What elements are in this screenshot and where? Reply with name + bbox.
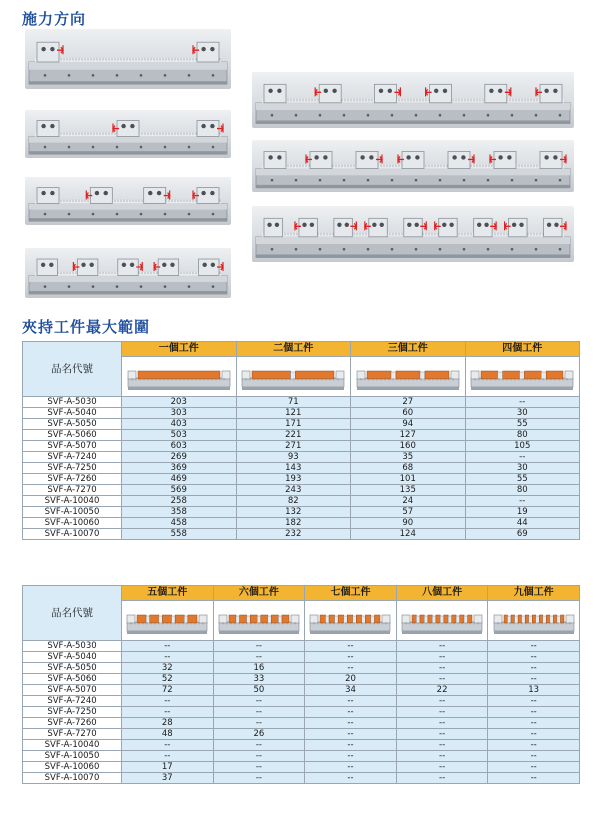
force-direction-heading: 施力方向: [22, 10, 87, 28]
model-cell: SVF-A-7270: [23, 729, 122, 740]
value-cell: 243: [236, 485, 351, 496]
value-cell: --: [396, 729, 488, 740]
value-cell: --: [213, 696, 305, 707]
value-cell: --: [213, 740, 305, 751]
model-cell: SVF-A-10070: [23, 529, 122, 540]
value-cell: --: [396, 718, 488, 729]
value-cell: 55: [465, 419, 580, 430]
value-cell: 93: [236, 452, 351, 463]
value-cell: 303: [122, 408, 237, 419]
model-cell: SVF-A-5070: [23, 441, 122, 452]
value-cell: --: [488, 718, 580, 729]
value-cell: 34: [305, 685, 397, 696]
workpiece-diagram: [213, 601, 305, 641]
value-cell: 30: [465, 408, 580, 419]
value-cell: 80: [465, 485, 580, 496]
value-cell: --: [488, 751, 580, 762]
model-cell: SVF-A-7260: [23, 718, 122, 729]
value-cell: 603: [122, 441, 237, 452]
model-cell: SVF-A-5060: [23, 430, 122, 441]
value-cell: --: [488, 740, 580, 751]
table-row: [23, 652, 580, 663]
table-row: [23, 463, 580, 474]
model-cell: SVF-A-5030: [23, 641, 122, 652]
code-header: 品名代號: [23, 342, 122, 397]
vise-rail-photo-1: [25, 29, 231, 89]
value-cell: --: [396, 751, 488, 762]
model-cell: SVF-A-7270: [23, 485, 122, 496]
vise-rail-photo-3: [25, 177, 231, 225]
value-cell: --: [465, 397, 580, 408]
value-cell: 135: [351, 485, 466, 496]
value-cell: 20: [305, 674, 397, 685]
value-cell: --: [122, 641, 214, 652]
value-cell: --: [122, 696, 214, 707]
value-cell: --: [213, 751, 305, 762]
value-cell: 82: [236, 496, 351, 507]
column-header: 一個工件: [122, 342, 237, 357]
value-cell: 32: [122, 663, 214, 674]
value-cell: 203: [122, 397, 237, 408]
value-cell: 127: [351, 430, 466, 441]
value-cell: 16: [213, 663, 305, 674]
value-cell: --: [396, 707, 488, 718]
value-cell: 143: [236, 463, 351, 474]
table-row: [23, 773, 580, 784]
model-cell: SVF-A-10060: [23, 762, 122, 773]
value-cell: --: [488, 641, 580, 652]
workpiece-diagram: [122, 601, 214, 641]
clamp-range-heading: 夾持工件最大範圍: [22, 318, 151, 336]
value-cell: --: [213, 641, 305, 652]
model-cell: SVF-A-5050: [23, 419, 122, 430]
column-header: 八個工件: [396, 586, 488, 601]
value-cell: --: [122, 652, 214, 663]
value-cell: 60: [351, 408, 466, 419]
value-cell: 121: [236, 408, 351, 419]
table-row: [23, 751, 580, 762]
value-cell: --: [488, 663, 580, 674]
value-cell: --: [213, 773, 305, 784]
value-cell: 57: [351, 507, 466, 518]
table-row: [23, 729, 580, 740]
value-cell: 358: [122, 507, 237, 518]
column-header: 二個工件: [236, 342, 351, 357]
value-cell: --: [396, 674, 488, 685]
value-cell: 17: [122, 762, 214, 773]
workpiece-diagram: [465, 357, 580, 397]
model-cell: SVF-A-10050: [23, 507, 122, 518]
vise-rail-photo-2: [25, 110, 231, 158]
model-cell: SVF-A-7240: [23, 452, 122, 463]
model-cell: SVF-A-7250: [23, 463, 122, 474]
vise-rail-photo-6: [252, 140, 574, 192]
value-cell: --: [122, 740, 214, 751]
column-header: 五個工件: [122, 586, 214, 601]
workpiece-diagram: [236, 357, 351, 397]
table-row: [23, 529, 580, 540]
value-cell: 193: [236, 474, 351, 485]
value-cell: 13: [488, 685, 580, 696]
table-row: [23, 441, 580, 452]
table-row: [23, 452, 580, 463]
value-cell: 124: [351, 529, 466, 540]
column-header: 四個工件: [465, 342, 580, 357]
value-cell: 160: [351, 441, 466, 452]
value-cell: 469: [122, 474, 237, 485]
value-cell: 44: [465, 518, 580, 529]
value-cell: 132: [236, 507, 351, 518]
model-cell: SVF-A-10070: [23, 773, 122, 784]
model-cell: SVF-A-10060: [23, 518, 122, 529]
value-cell: --: [305, 696, 397, 707]
value-cell: 52: [122, 674, 214, 685]
table-row: [23, 685, 580, 696]
value-cell: 503: [122, 430, 237, 441]
value-cell: --: [305, 707, 397, 718]
value-cell: 569: [122, 485, 237, 496]
value-cell: --: [122, 751, 214, 762]
table-row: [23, 707, 580, 718]
vise-rail-photo-7: [252, 206, 574, 262]
workpiece-diagram: [351, 357, 466, 397]
value-cell: --: [305, 718, 397, 729]
table-row: [23, 518, 580, 529]
column-header: 九個工件: [488, 586, 580, 601]
table-row: [23, 496, 580, 507]
value-cell: --: [305, 740, 397, 751]
value-cell: --: [488, 652, 580, 663]
table-row: [23, 641, 580, 652]
model-cell: SVF-A-10040: [23, 496, 122, 507]
value-cell: --: [488, 707, 580, 718]
value-cell: --: [465, 496, 580, 507]
value-cell: --: [305, 729, 397, 740]
value-cell: --: [305, 762, 397, 773]
value-cell: 71: [236, 397, 351, 408]
column-header: 六個工件: [213, 586, 305, 601]
table-row: [23, 674, 580, 685]
value-cell: 558: [122, 529, 237, 540]
model-cell: SVF-A-7260: [23, 474, 122, 485]
value-cell: 105: [465, 441, 580, 452]
value-cell: --: [396, 663, 488, 674]
table-row: [23, 507, 580, 518]
vise-rail-photo-4: [25, 248, 231, 298]
value-cell: --: [305, 652, 397, 663]
value-cell: --: [465, 452, 580, 463]
table-row: [23, 663, 580, 674]
value-cell: --: [396, 652, 488, 663]
value-cell: --: [305, 751, 397, 762]
value-cell: --: [396, 696, 488, 707]
value-cell: --: [488, 762, 580, 773]
table-row: [23, 419, 580, 430]
value-cell: 182: [236, 518, 351, 529]
value-cell: 30: [465, 463, 580, 474]
workpiece-diagram: [305, 601, 397, 641]
model-cell: SVF-A-5040: [23, 652, 122, 663]
value-cell: 90: [351, 518, 466, 529]
table-row: [23, 740, 580, 751]
value-cell: 28: [122, 718, 214, 729]
model-cell: SVF-A-5060: [23, 674, 122, 685]
value-cell: --: [488, 696, 580, 707]
value-cell: 48: [122, 729, 214, 740]
model-cell: SVF-A-5040: [23, 408, 122, 419]
value-cell: 37: [122, 773, 214, 784]
value-cell: 35: [351, 452, 466, 463]
value-cell: --: [122, 707, 214, 718]
table-row: [23, 430, 580, 441]
code-header: 品名代號: [23, 586, 122, 641]
value-cell: 369: [122, 463, 237, 474]
value-cell: --: [488, 729, 580, 740]
model-cell: SVF-A-10040: [23, 740, 122, 751]
workpiece-diagram: [488, 601, 580, 641]
value-cell: 94: [351, 419, 466, 430]
value-cell: 171: [236, 419, 351, 430]
table-row: [23, 408, 580, 419]
value-cell: 19: [465, 507, 580, 518]
value-cell: 69: [465, 529, 580, 540]
value-cell: --: [488, 773, 580, 784]
value-cell: --: [396, 762, 488, 773]
value-cell: 72: [122, 685, 214, 696]
value-cell: 33: [213, 674, 305, 685]
value-cell: 55: [465, 474, 580, 485]
clamp-range-table-5-to-9: [22, 585, 580, 784]
model-cell: SVF-A-5030: [23, 397, 122, 408]
value-cell: --: [396, 641, 488, 652]
value-cell: 458: [122, 518, 237, 529]
value-cell: 269: [122, 452, 237, 463]
value-cell: --: [305, 773, 397, 784]
model-cell: SVF-A-5070: [23, 685, 122, 696]
column-header: 七個工件: [305, 586, 397, 601]
value-cell: 271: [236, 441, 351, 452]
workpiece-diagram: [122, 357, 237, 397]
value-cell: 50: [213, 685, 305, 696]
table-row: [23, 485, 580, 496]
clamp-range-table-1-to-4: [22, 341, 580, 540]
table-row: [23, 397, 580, 408]
table-row: [23, 696, 580, 707]
value-cell: --: [213, 707, 305, 718]
value-cell: 22: [396, 685, 488, 696]
table-row: [23, 718, 580, 729]
model-cell: SVF-A-5050: [23, 663, 122, 674]
value-cell: --: [213, 652, 305, 663]
value-cell: --: [488, 674, 580, 685]
value-cell: 68: [351, 463, 466, 474]
value-cell: --: [213, 762, 305, 773]
value-cell: 27: [351, 397, 466, 408]
model-cell: SVF-A-10050: [23, 751, 122, 762]
vise-rail-photo-5: [252, 72, 574, 128]
value-cell: 232: [236, 529, 351, 540]
workpiece-diagram: [396, 601, 488, 641]
table-row: [23, 474, 580, 485]
value-cell: --: [396, 773, 488, 784]
value-cell: --: [305, 663, 397, 674]
value-cell: 24: [351, 496, 466, 507]
value-cell: 403: [122, 419, 237, 430]
value-cell: 101: [351, 474, 466, 485]
value-cell: --: [305, 641, 397, 652]
value-cell: 80: [465, 430, 580, 441]
value-cell: --: [213, 718, 305, 729]
model-cell: SVF-A-7240: [23, 696, 122, 707]
value-cell: 221: [236, 430, 351, 441]
table-row: [23, 762, 580, 773]
model-cell: SVF-A-7250: [23, 707, 122, 718]
value-cell: 26: [213, 729, 305, 740]
value-cell: 258: [122, 496, 237, 507]
column-header: 三個工件: [351, 342, 466, 357]
value-cell: --: [396, 740, 488, 751]
